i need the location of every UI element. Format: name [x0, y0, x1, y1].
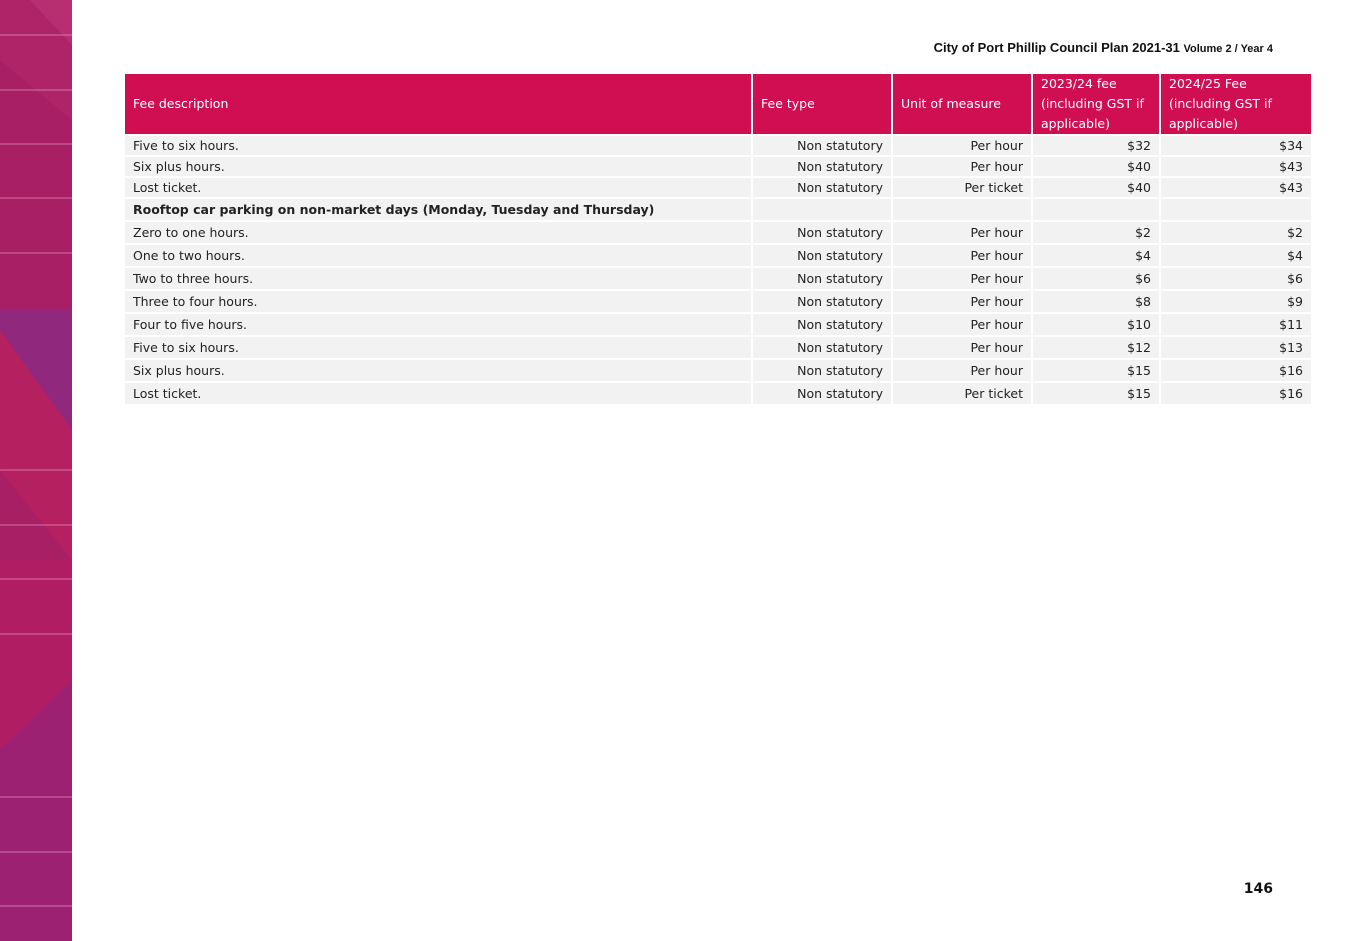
fee-2024-25: $6	[1160, 267, 1311, 290]
fee-type: Non statutory	[752, 244, 892, 267]
fee-2023-24: $12	[1032, 336, 1160, 359]
table-header-row	[125, 74, 1311, 135]
table-row	[125, 156, 1311, 177]
fee-type	[752, 198, 892, 221]
table-row	[125, 177, 1311, 198]
fee-description: Four to five hours.	[125, 313, 752, 336]
column-header-fee-2024-25: 2024/25 Fee (including GST if applicable)	[1160, 74, 1311, 135]
table-row	[125, 313, 1311, 336]
unit-of-measure: Per hour	[892, 359, 1032, 382]
section-heading: Rooftop car parking on non-market days (Monday, Tuesday and Thursday)	[125, 198, 752, 221]
fee-2023-24: $2	[1032, 221, 1160, 244]
unit-of-measure	[892, 198, 1032, 221]
unit-of-measure: Per hour	[892, 336, 1032, 359]
fee-description: Five to six hours.	[125, 336, 752, 359]
table-row	[125, 244, 1311, 267]
fee-description: Six plus hours.	[125, 156, 752, 177]
unit-of-measure: Per hour	[892, 267, 1032, 290]
table-row	[125, 382, 1311, 404]
fee-2023-24	[1032, 198, 1160, 221]
table-section-row	[125, 198, 1311, 221]
fee-type: Non statutory	[752, 359, 892, 382]
fee-type: Non statutory	[752, 221, 892, 244]
fee-type: Non statutory	[752, 336, 892, 359]
fee-description: Zero to one hours.	[125, 221, 752, 244]
fee-2023-24: $15	[1032, 359, 1160, 382]
column-header-fee-2023-24: 2023/24 fee (including GST if applicable)	[1032, 74, 1160, 135]
fee-description: Two to three hours.	[125, 267, 752, 290]
fee-2024-25: $16	[1160, 359, 1311, 382]
fee-2023-24: $15	[1032, 382, 1160, 404]
fee-type: Non statutory	[752, 156, 892, 177]
unit-of-measure: Per ticket	[892, 177, 1032, 198]
fee-2024-25: $16	[1160, 382, 1311, 404]
fee-type: Non statutory	[752, 313, 892, 336]
document-volume: Volume 2 / Year 4	[1183, 43, 1273, 55]
fee-2024-25: $34	[1160, 135, 1311, 156]
fee-2024-25: $2	[1160, 221, 1311, 244]
unit-of-measure: Per hour	[892, 156, 1032, 177]
fee-description: Three to four hours.	[125, 290, 752, 313]
page-number: 146	[1243, 881, 1273, 897]
fee-2023-24: $6	[1032, 267, 1160, 290]
fee-2024-25: $4	[1160, 244, 1311, 267]
column-header-unit-of-measure: Unit of measure	[892, 74, 1032, 135]
fee-type: Non statutory	[752, 290, 892, 313]
fee-type: Non statutory	[752, 267, 892, 290]
fee-2024-25: $43	[1160, 177, 1311, 198]
fee-description: Six plus hours.	[125, 359, 752, 382]
unit-of-measure: Per ticket	[892, 382, 1032, 404]
fee-2024-25: $11	[1160, 313, 1311, 336]
table-row	[125, 135, 1311, 156]
document-header	[934, 40, 1273, 55]
fee-description: One to two hours.	[125, 244, 752, 267]
document-title: City of Port Phillip Council Plan 2021-31	[933, 40, 1180, 55]
fee-description: Five to six hours.	[125, 135, 752, 156]
unit-of-measure: Per hour	[892, 290, 1032, 313]
fees-table	[125, 74, 1311, 404]
fee-type: Non statutory	[752, 177, 892, 198]
fee-2023-24: $40	[1032, 156, 1160, 177]
fee-2023-24: $10	[1032, 313, 1160, 336]
fee-type: Non statutory	[752, 382, 892, 404]
unit-of-measure: Per hour	[892, 135, 1032, 156]
fee-2023-24: $4	[1032, 244, 1160, 267]
fee-2023-24: $8	[1032, 290, 1160, 313]
fee-2024-25: $9	[1160, 290, 1311, 313]
table-row	[125, 290, 1311, 313]
fee-description: Lost ticket.	[125, 177, 752, 198]
column-header-fee-type: Fee type	[752, 74, 892, 135]
fee-2023-24: $32	[1032, 135, 1160, 156]
unit-of-measure: Per hour	[892, 244, 1032, 267]
fee-2024-25	[1160, 198, 1311, 221]
table-row	[125, 221, 1311, 244]
fee-2024-25: $43	[1160, 156, 1311, 177]
unit-of-measure: Per hour	[892, 313, 1032, 336]
unit-of-measure: Per hour	[892, 221, 1032, 244]
fee-type: Non statutory	[752, 135, 892, 156]
table-row	[125, 336, 1311, 359]
decorative-side-band	[0, 0, 72, 941]
fee-2023-24: $40	[1032, 177, 1160, 198]
fee-description: Lost ticket.	[125, 382, 752, 404]
fee-2024-25: $13	[1160, 336, 1311, 359]
table-row	[125, 267, 1311, 290]
table-row	[125, 359, 1311, 382]
side-band-graphic	[0, 0, 72, 941]
column-header-fee-description: Fee description	[125, 74, 752, 135]
